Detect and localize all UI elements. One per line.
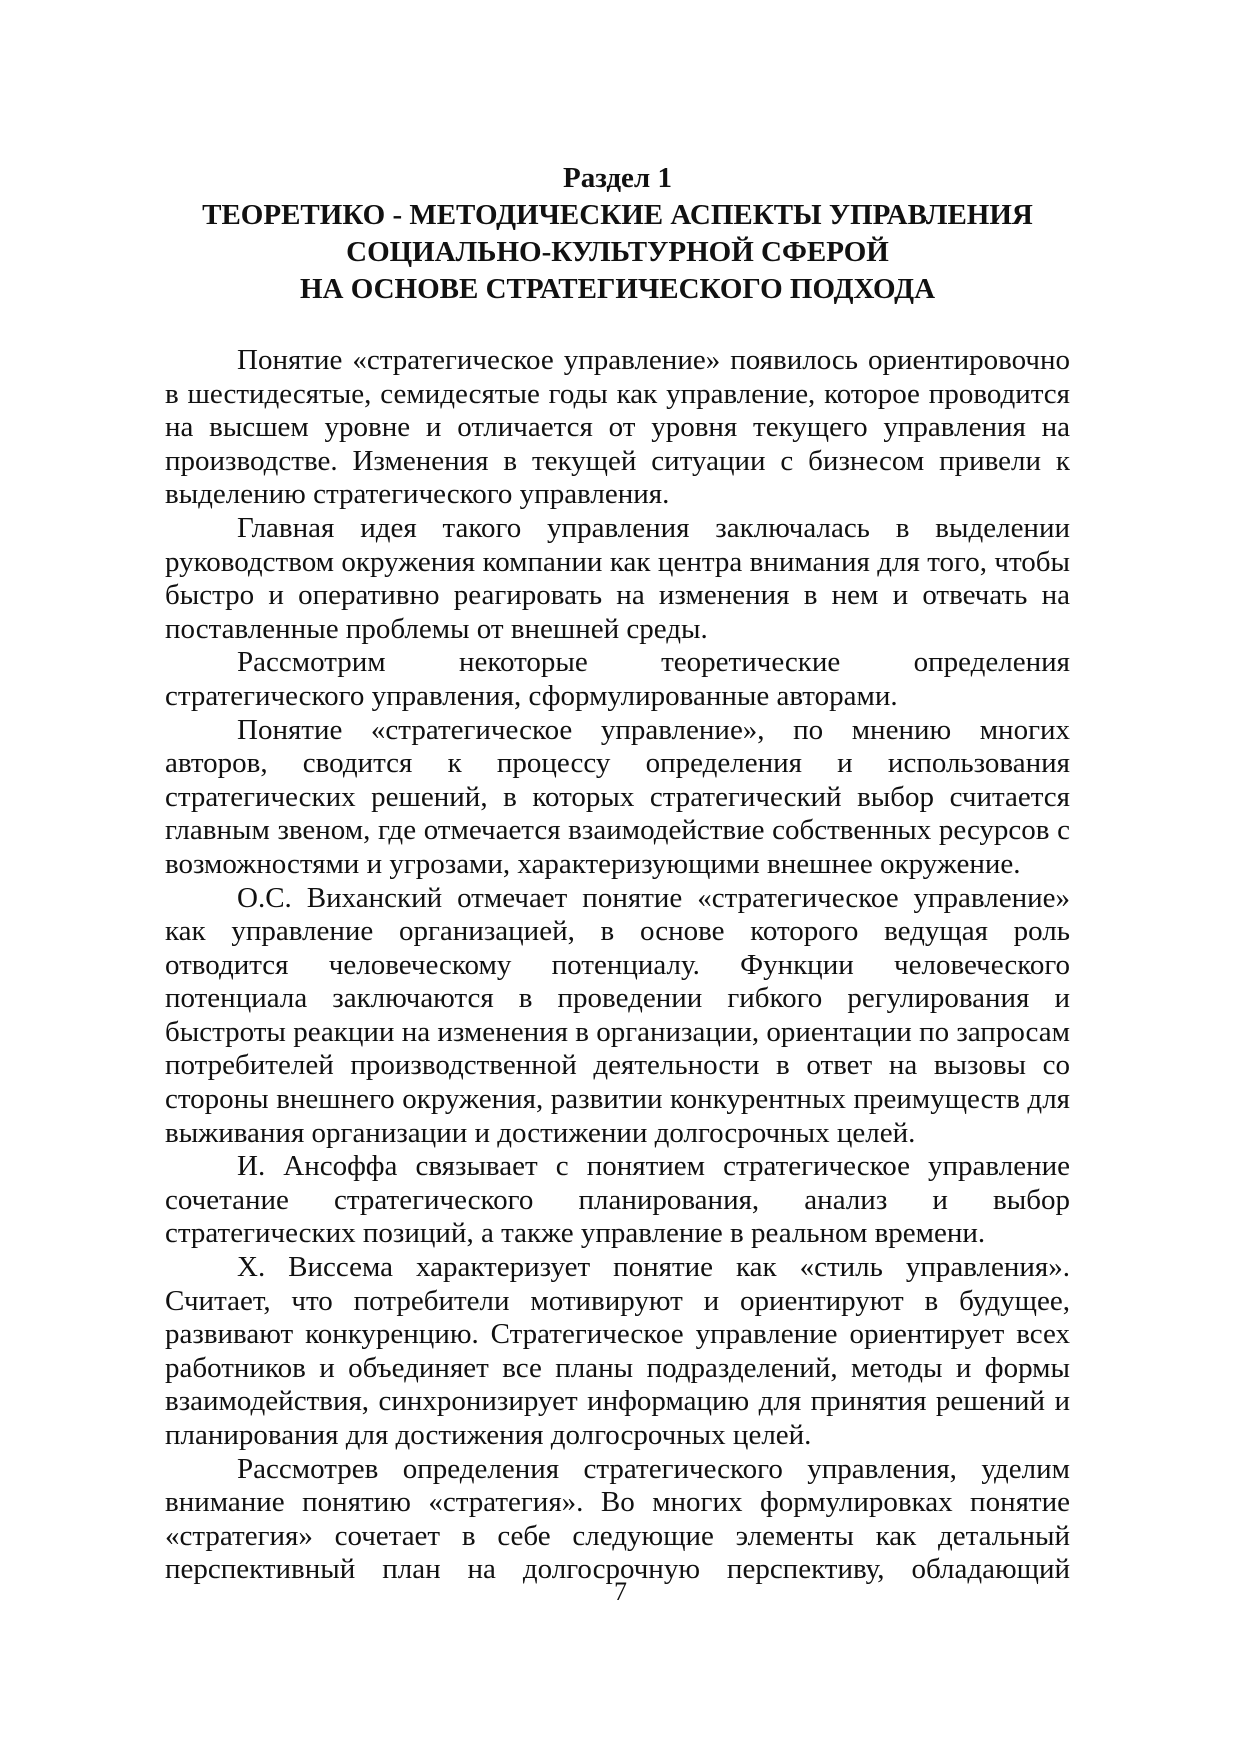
paragraph-7: Х. Виссема характеризует понятие как «стиль управления». Считает, что потребители мотивируют и ориентируют в будущее, развивают конкуренцию. Стратегическое управление ориентирует всех работников и объединяет все планы подразделений, методы и формы взаимодействия, синхронизирует информацию для принятия решений и планирования для достижения долгосрочных целей. [165, 1251, 1070, 1451]
paragraph-6: И. Ансоффа связывает с понятием стратегическое управление сочетание стратегического планирования, анализ и выбор стратегических позиций, а также управление в реальном времени. [165, 1150, 1070, 1250]
paragraph-1: Понятие «стратегическое управление» появилось ориентировочно в шестидесятые, семидесятые годы как управление, которое проводится на высшем уровне и отличается от уровня текущего управления на производстве. Изменения в текущей ситуации с бизнесом привели к выделению стратегического управления. [165, 344, 1070, 511]
section-title-line-2: СОЦИАЛЬНО-КУЛЬТУРНОЙ СФЕРОЙ [346, 236, 889, 268]
section-title-line-3: НА ОСНОВЕ СТРАТЕГИЧЕСКОГО ПОДХОДА [299, 273, 936, 305]
page-number: 7 [614, 1577, 627, 1606]
paragraph-5: О.С. Виханский отмечает понятие «стратегическое управление» как управление организацией, в основе которого ведущая роль отводится человеческому потенциалу. Функции человеческого потенциала заключаются в проведении гибкого регулирования и быстроты реакции на изменения в организации, ориентации по запросам потребителей производственной деятельности в ответ на вызовы со стороны внешнего окружения, развитии конкурентных преимуществ для выживания организации и достижении долгосрочных целей. [165, 881, 1070, 1149]
document-page [165, 160, 1070, 1587]
paragraph-3: Рассмотрим некоторые теоретические определения стратегического управления, сформулированные авторами. [165, 646, 1070, 712]
section-label: Раздел 1 [563, 162, 672, 194]
paragraph-2: Главная идея такого управления заключалась в выделении руководством окружения компании как центра внимания для того, чтобы быстро и оперативно реагировать на изменения в нем и отвечать на поставленные проблемы от внешней среды. [165, 511, 1070, 645]
section-title-line-1: ТЕОРЕТИКО - МЕТОДИЧЕСКИЕ АСПЕКТЫ УПРАВЛЕНИЯ [202, 199, 1033, 231]
paragraph-4: Понятие «стратегическое управление», по мнению многих авторов, сводится к процессу определения и использования стратегических решений, в которых стратегический выбор считается главным звеном, где отмечается взаимодействие собственных ресурсов с возможностями и угрозами, характеризующими внешнее окружение. [165, 713, 1070, 880]
body-text [165, 344, 1070, 1587]
paragraph-8: Рассмотрев определения стратегического управления, уделим внимание понятию «стратегия». Во многих формулировках понятие «стратегия» сочетает в себе следующие элементы как детальный перспективный план на долгосрочную перспективу, обладающий [165, 1452, 1070, 1586]
section-heading [165, 160, 1070, 308]
